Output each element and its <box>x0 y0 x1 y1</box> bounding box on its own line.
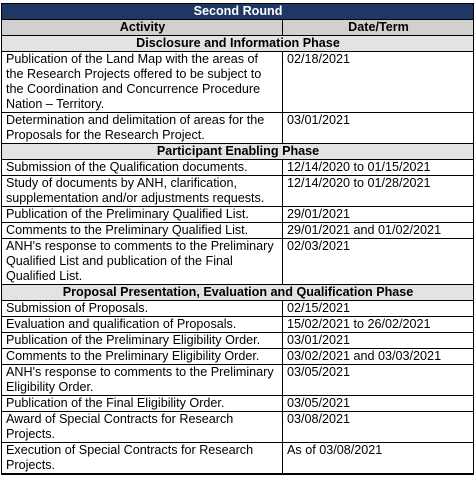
activity-cell: Publication of the Preliminary Qualified List. <box>2 207 283 223</box>
section-row <box>2 285 474 301</box>
section-row <box>2 36 474 52</box>
table-row <box>2 317 474 333</box>
date-cell: 03/05/2021 <box>283 396 474 412</box>
table-row <box>2 113 474 144</box>
schedule-table <box>1 3 474 475</box>
section-title: Disclosure and Information Phase <box>2 36 474 52</box>
date-cell: 12/14/2020 to 01/28/2021 <box>283 176 474 207</box>
section-title: Proposal Presentation, Evaluation and Qualification Phase <box>2 285 474 301</box>
table-row <box>2 365 474 396</box>
activity-cell <box>2 474 283 475</box>
table-row <box>2 207 474 223</box>
table-row <box>2 333 474 349</box>
activity-cell: Evaluation and qualification of Proposals. <box>2 317 283 333</box>
date-cell: 03/02/2021 and 03/03/2021 <box>283 349 474 365</box>
table-row <box>2 412 474 443</box>
table-row <box>2 239 474 285</box>
table-row <box>2 223 474 239</box>
title-row <box>2 4 474 20</box>
activity-cell: Publication of the Land Map with the areas of the Research Projects offered to be subject to the Coordination and Concurrence Procedure Nation – Territory. <box>2 52 283 113</box>
date-cell: 03/01/2021 <box>283 113 474 144</box>
date-header: Date/Term <box>283 20 474 36</box>
activity-cell: Award of Special Contracts for Research Projects. <box>2 412 283 443</box>
activity-cell: Study of documents by ANH, clarification, supplementation and/or adjustments requests. <box>2 176 283 207</box>
table-row <box>2 176 474 207</box>
table-row <box>2 396 474 412</box>
date-cell: 12/14/2020 to 01/15/2021 <box>283 160 474 176</box>
header-row <box>2 20 474 36</box>
date-cell: 02/03/2021 <box>283 239 474 285</box>
section-title: Participant Enabling Phase <box>2 144 474 160</box>
activity-cell: ANH's response to comments to the Preliminary Qualified List and publication of the Final Qualified List. <box>2 239 283 285</box>
date-cell: 03/01/2021 <box>283 333 474 349</box>
date-cell: 29/01/2021 and 01/02/2021 <box>283 223 474 239</box>
activity-cell: Determination and delimitation of areas for the Proposals for the Research Project. <box>2 113 283 144</box>
table-row <box>2 474 474 475</box>
activity-cell: Execution of Special Contracts for Research Projects. <box>2 443 283 474</box>
date-cell: 29/01/2021 <box>283 207 474 223</box>
activity-cell: Comments to the Preliminary Qualified List. <box>2 223 283 239</box>
activity-header: Activity <box>2 20 283 36</box>
table-title: Second Round <box>2 4 474 20</box>
date-cell: 02/18/2021 <box>283 52 474 113</box>
activity-cell: Publication of the Preliminary Eligibility Order. <box>2 333 283 349</box>
table-body <box>2 36 474 475</box>
date-cell: As of 03/08/2021 <box>283 443 474 474</box>
activity-cell: Submission of the Qualification documents. <box>2 160 283 176</box>
date-cell: 03/08/2021 <box>283 412 474 443</box>
date-cell <box>283 474 474 475</box>
table-row <box>2 52 474 113</box>
table-row <box>2 443 474 474</box>
section-row <box>2 144 474 160</box>
date-cell: 02/15/2021 <box>283 301 474 317</box>
table-row <box>2 301 474 317</box>
date-cell: 03/05/2021 <box>283 365 474 396</box>
date-cell: 15/02/2021 to 26/02/2021 <box>283 317 474 333</box>
activity-cell: Comments to the Preliminary Eligibility Order. <box>2 349 283 365</box>
table-row <box>2 160 474 176</box>
activity-cell: Publication of the Final Eligibility Order. <box>2 396 283 412</box>
activity-cell: Submission of Proposals. <box>2 301 283 317</box>
table-row <box>2 349 474 365</box>
activity-cell: ANH's response to comments to the Preliminary Eligibility Order. <box>2 365 283 396</box>
